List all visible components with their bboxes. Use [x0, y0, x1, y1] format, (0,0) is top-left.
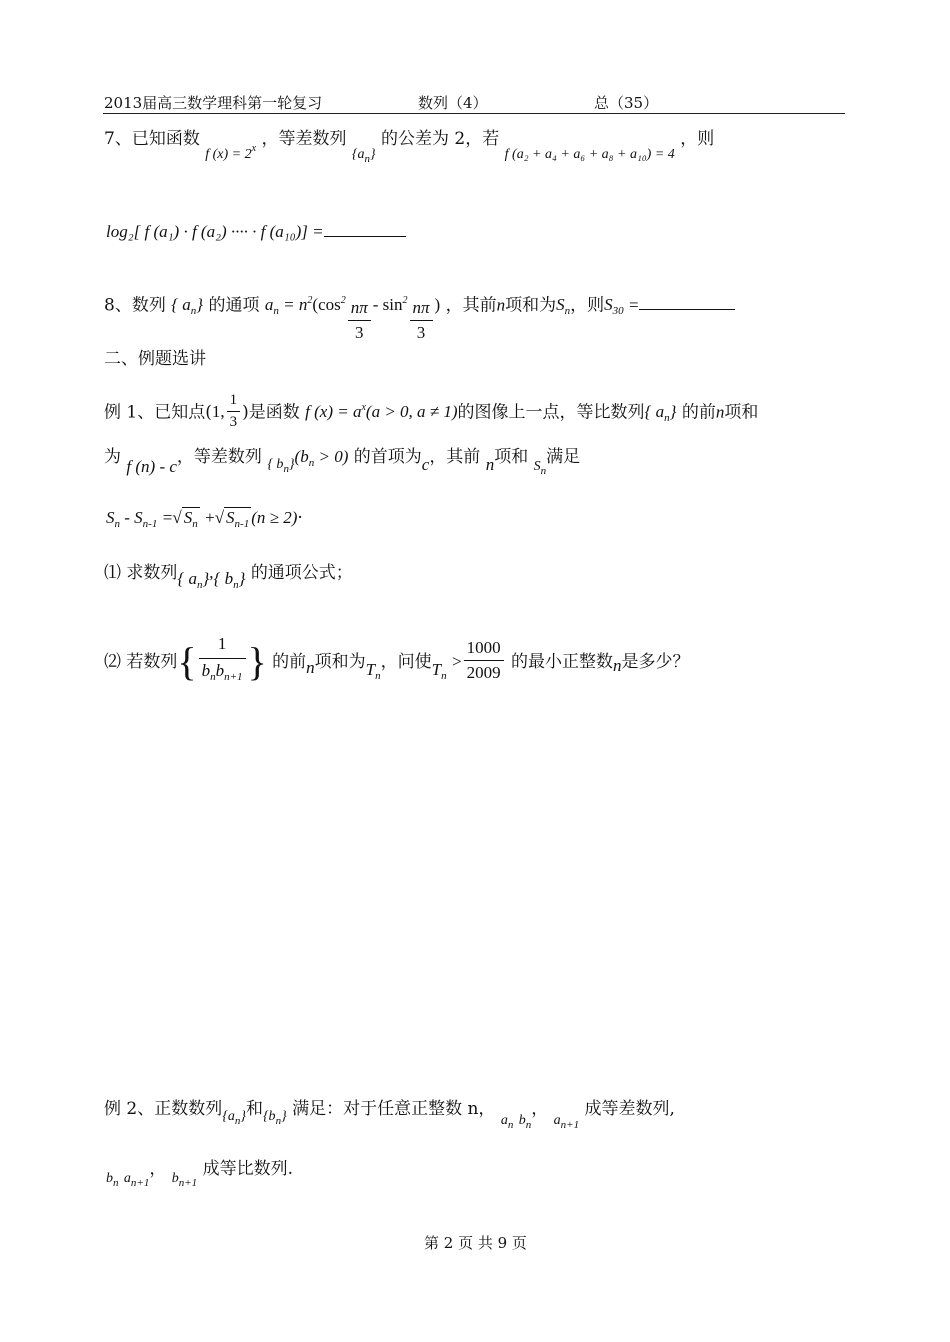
header-total: 总（35） [594, 94, 659, 112]
ex1-c: c [421, 455, 430, 474]
q8-sequence: { $a_n$} [171, 295, 204, 318]
ex1-seq-b: { bn} [267, 457, 295, 475]
page-footer: 第 2 页 共 9 页 [424, 1234, 527, 1252]
q8-answer-blank[interactable] [639, 309, 735, 310]
header-rule [103, 113, 845, 114]
ex2-seq-b: {bn} [262, 1109, 287, 1127]
ex1-relation-dot: · [297, 508, 303, 528]
q7-condition: f (a₂ + a₄ + a₆ + a₈ + a₁₀) = 4 [504, 147, 675, 162]
ex2-text-1: 例 2、正数数列 [104, 1099, 223, 1119]
ex1-text-2: )是函数 [242, 402, 300, 423]
ex2-text-4: 成等差数列, [584, 1099, 675, 1119]
ex1-part2-text-a: 的前 [272, 652, 307, 672]
q8-line [104, 284, 735, 342]
ex1-text-9: ，其前 [429, 447, 481, 467]
ex1-part2-gt: > [452, 652, 462, 671]
ex1-text-1: 例 1、已知点( [104, 402, 212, 423]
ex1-relation-plus: + [205, 508, 215, 527]
ex1-part1-end: 的通项公式； [250, 563, 353, 583]
ex1-text-11: 满足 [546, 447, 581, 467]
ex1-Sn: Sn [533, 459, 547, 477]
q7-expression: log₂[ f (a₁) · f (a₂) ···· · f (a₁₀)] = [106, 222, 324, 241]
q7-answer-blank[interactable] [324, 236, 406, 237]
ex2-l2-bn1: bn+1 [171, 1171, 198, 1189]
ex1-text-8: 的首项为 [353, 447, 422, 467]
ex1-line2 [104, 442, 581, 477]
ex2-l2-bn: bn [106, 1171, 119, 1189]
ex1-point: 1, $\frac{1}{3}$ [212, 402, 242, 421]
ex1-text-3: 的图像上一点，等比数列 [457, 402, 645, 423]
ex1-part1-seq-b: { $b_n$} [213, 569, 246, 591]
ex1-part2-n: n [306, 658, 315, 677]
q8-text-d: ，则 [570, 295, 605, 316]
ex1-part2-text-c: ，问使 [380, 652, 432, 672]
ex1-text-4: 的前 [681, 402, 716, 423]
ex1-part2-brace-close: } [247, 639, 267, 684]
ex2-an: an [500, 1113, 514, 1131]
ex1-relation-lhs: $S_n - S_{n-1}$ [106, 508, 158, 530]
header-topic: 数列（4） [418, 94, 488, 112]
ex2-text-2: 和 [245, 1099, 263, 1119]
ex1-text-5: 项和 [724, 402, 759, 423]
ex2-bn: bn [518, 1113, 532, 1131]
ex1-part2-text-e: 是多少？ [621, 652, 690, 672]
ex1-part2-Tn2: $T_n$ [431, 660, 447, 682]
q8-equals: = [629, 295, 639, 315]
ex2-l2-end: 成等比数列. [202, 1159, 293, 1179]
ex1-part2-fraction: $\frac{1}{b_nb_{n+1}}$ [199, 634, 246, 683]
ex2-text-3: 满足：对于任意正整数 n， [292, 1099, 496, 1119]
ex1-part2-text-d: 的最小正整数 [511, 652, 613, 672]
ex2-an1: an+1 [553, 1113, 580, 1131]
q8-S30: $S_{30}$ [604, 295, 624, 318]
ex1-part2 [104, 630, 690, 687]
q8-text-c: 项和为 [505, 295, 557, 316]
ex1-b-cond: $(b_n > 0)$ [294, 447, 349, 469]
ex1-seq-a: { $a_n$} [644, 402, 677, 425]
q7-line1 [104, 124, 715, 165]
ex1-text-6: 为 [104, 447, 121, 467]
ex1-part1-label: ⑴ 求数列 [104, 563, 178, 583]
ex1-sum-expr: f (n) - c [126, 457, 177, 476]
q7-sequence: {an} [351, 147, 376, 165]
q8-formula: $a_n = n^2(\cos^2$ $\frac{n\pi}{3}$ - $\sin^2$ $\frac{n\pi}{3}$ ) [264, 295, 441, 342]
ex1-part2-brace-open: { [177, 639, 197, 684]
header-course: 2013届高三数学理科第一轮复习 [104, 94, 323, 112]
q8-fraction-1: $\frac{n\pi}{3}$ [348, 298, 371, 343]
ex1-text-10: 项和 [494, 447, 529, 467]
ex1-part1-comma: , [209, 563, 214, 582]
ex1-part2-Tn: $T_n$ [365, 660, 381, 682]
ex2-l2-comma: ， [149, 1159, 167, 1179]
ex1-relation-cond: (n ≥ 2) [251, 508, 298, 527]
q8-Sn: $S_n$ [556, 295, 571, 318]
ex1-part2-text-b: 项和为 [314, 652, 366, 672]
ex2-seq-a: {an} [222, 1109, 246, 1127]
ex2-l2-an1: an+1 [123, 1171, 150, 1189]
ex1-n-1: n [715, 402, 725, 422]
ex1-relation-eq: = [162, 508, 173, 527]
q8-text-b: ，其前 [445, 295, 497, 316]
ex2-line2 [106, 1154, 293, 1189]
ex1-text-7: ，等差数列 [176, 447, 262, 467]
ex1-sqrt-1: √ $S_n$ [172, 508, 198, 530]
ex1-part2-n2: n [613, 656, 622, 675]
q7-text-a: ，等差数列 [261, 129, 347, 149]
q7-text-c: ，则 [680, 129, 715, 149]
ex1-part2-ratio: $\frac{1000}{2009}$ [464, 638, 504, 683]
q8-fraction-2: $\frac{n\pi}{3}$ [410, 298, 433, 343]
ex1-part1-seq-a: { $a_n$} [177, 569, 210, 591]
ex1-part2-label: ⑵ 若数列 [104, 652, 178, 672]
q8-number: 8、数列 [104, 295, 166, 316]
ex2-line1 [104, 1094, 675, 1131]
ex1-n-2: n [485, 455, 495, 474]
ex1-relation [106, 508, 303, 530]
ex1-part1 [104, 558, 353, 591]
q8-n: n [496, 295, 506, 315]
q7-text-b: 的公差为 2，若 [381, 129, 500, 149]
ex1-line1 [104, 394, 758, 433]
section-title: 二、例题选讲 [104, 349, 206, 369]
q7-number: 7、已知函数 [104, 129, 200, 149]
q7-line2 [106, 222, 406, 242]
ex2-comma: ， [531, 1099, 549, 1119]
ex1-sqrt-2: √ $S_{n-1}$ [214, 508, 250, 530]
q8-text-a: 的通项 [208, 295, 260, 316]
ex1-function: f $(x) = a^x(a > 0$, a ≠ 1) [305, 402, 458, 422]
q7-function: f (x) = 2x [205, 143, 257, 162]
